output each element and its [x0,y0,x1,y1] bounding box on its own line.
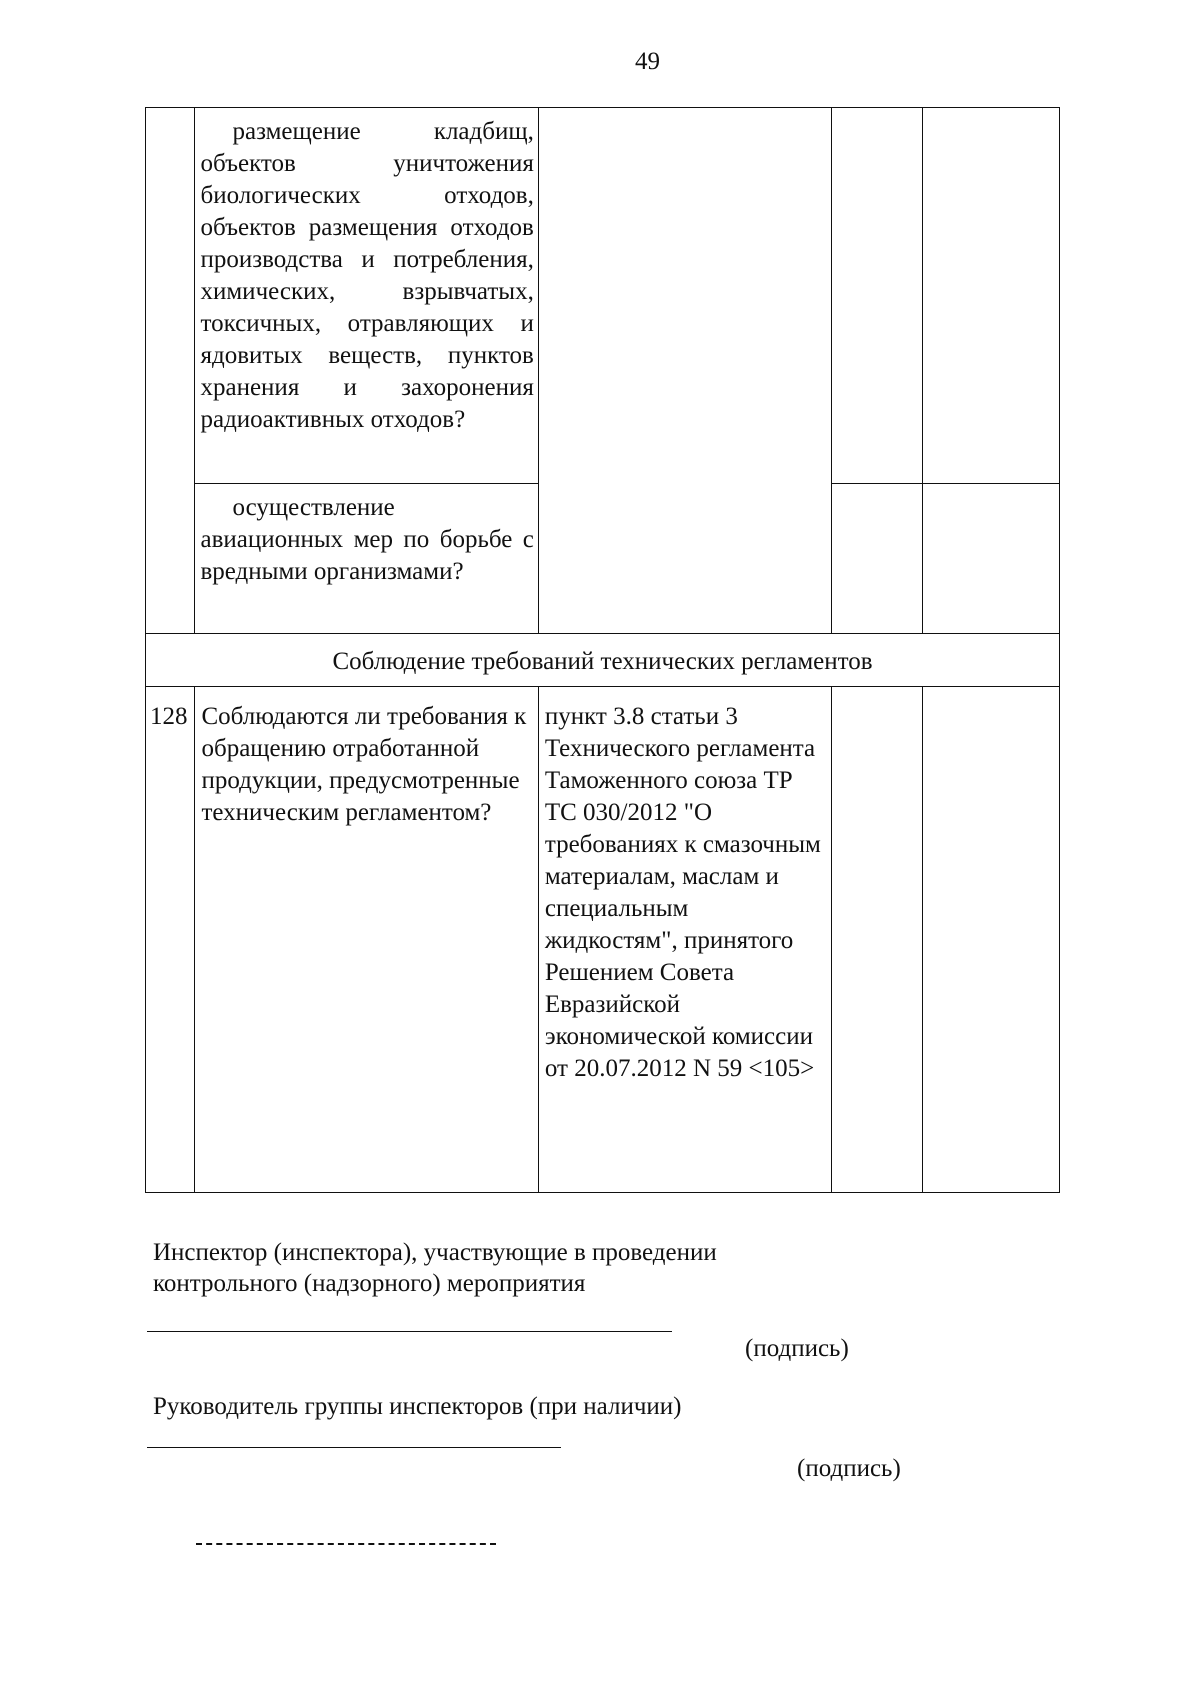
section-header-row [146,634,1060,687]
note-cell [922,687,1059,1193]
footnote-separator [196,1543,496,1545]
group-leader-label: Руководитель группы инспекторов (при наличии) [153,1393,682,1420]
number-cell [146,108,195,634]
inspector-signature-line [147,1331,672,1332]
page-number: 49 [635,48,660,75]
question-cell: Соблюдаются ли требования к обращению отработанной продукции, предусмотренные техническим регламентом? [195,687,538,1193]
question-cell: осуществление авиационных мер по борьбе с вредными организмами? [195,484,538,634]
row-number: 128 [146,687,195,1193]
signature-label: (подпись) [745,1335,849,1362]
answer-cell [831,484,922,634]
reference-cell: пункт 3.8 статьи 3 Технического регламента Таможенного союза ТР ТС 030/2012 "О требованиях к смазочным материалам, маслам и специальным жидкостям", принятого Решением Совета Евразийской экономической комиссии от 20.07.2012 N 59 <105> [538,687,831,1193]
table-row [146,687,1060,1193]
note-cell [922,484,1059,634]
note-cell [922,108,1059,484]
inspector-label: Инспектор (инспектора), участвующие в проведении контрольного (надзорного) мероприятия [153,1239,717,1297]
checklist-table [145,107,1060,1193]
reference-cell [538,108,831,634]
signature-label: (подпись) [797,1455,901,1482]
answer-cell [831,108,922,484]
answer-cell [831,687,922,1193]
question-cell: размещение кладбищ, объектов уничтожения биологических отходов, объектов размещения отходов производства и потребления, химических, взрывчатых, токсичных, отравляющих и ядовитых веществ, пунктов хранения и захоронения радиоактивных отходов? [195,108,538,484]
section-title: Соблюдение требований технических регламентов [146,634,1060,687]
group-leader-signature-line [147,1447,561,1448]
table-row [146,108,1060,484]
